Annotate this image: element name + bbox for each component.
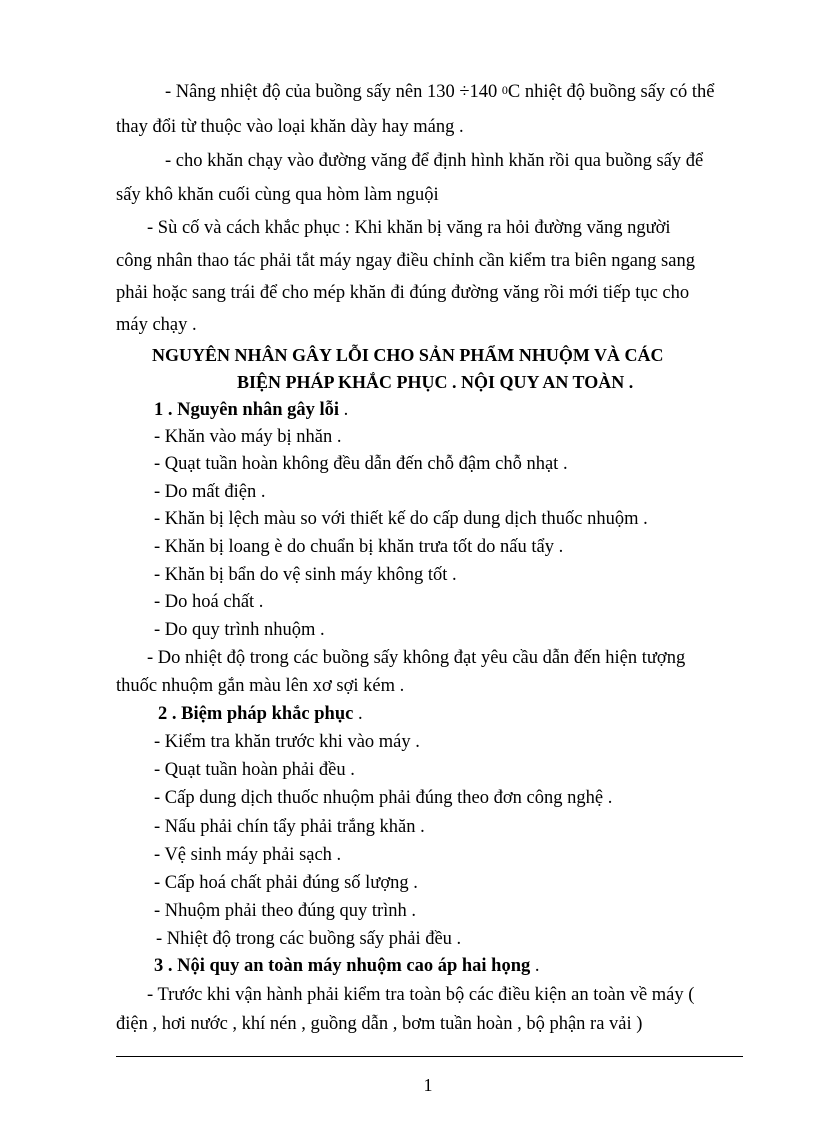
list-item: - Quạt tuần hoàn không đều dẫn đến chỗ đậm chỗ nhạt .: [154, 454, 568, 474]
paragraph-1-line-2: thay đổi từ thuộc vào loại khăn dày hay máng .: [116, 117, 464, 137]
section-2-title-text: 2 . Biệm pháp khắc phục: [158, 704, 354, 724]
list-item: - Kiểm tra khăn trước khi vào máy .: [154, 732, 420, 752]
section-1-title-end: .: [339, 400, 349, 420]
list-item: - Nhuộm phải theo đúng quy trình .: [154, 901, 417, 921]
paragraph-3-line-4: máy chạy .: [116, 315, 197, 335]
section-3-title: [154, 954, 540, 978]
footer-rule: [116, 1056, 743, 1057]
section-2-title-end: .: [353, 704, 363, 724]
superscript-degree: 0: [501, 83, 508, 97]
page-number: 1: [423, 1075, 433, 1095]
paragraph-3-line-1: - Sù cố và cách khắc phục : Khi khăn bị văng ra hỏi đường văng người: [147, 218, 671, 238]
list-item: - Khăn bị bẩn do vệ sinh máy không tốt .: [154, 565, 457, 585]
section-3-title-text: 3 . Nội quy an toàn máy nhuộm cao áp hai họng: [154, 956, 531, 976]
paragraph-2-line-2: sấy khô khăn cuối cùng qua hòm làm nguội: [116, 185, 439, 205]
list-item: - Khăn bị lệch màu so với thiết kế do cấp dung dịch thuốc nhuộm .: [154, 509, 648, 529]
list-item: - Cấp dung dịch thuốc nhuộm phải đúng theo đơn công nghệ .: [154, 788, 613, 808]
text-span: - Nâng nhiệt độ của buồng sấy nên 130 ÷140: [165, 82, 502, 102]
list-item: - Cấp hoá chất phải đúng số lượng .: [154, 873, 418, 893]
paragraph-1-line-1: [165, 80, 714, 104]
list-item: - Quạt tuần hoàn phải đều .: [154, 760, 355, 780]
list-item: - Vệ sinh máy phải sạch .: [154, 845, 342, 865]
text-span: C nhiệt độ buồng sấy có thể: [507, 82, 715, 102]
list-item: - Do hoá chất .: [154, 592, 264, 612]
section-heading-line-2: BIỆN PHÁP KHẮC PHỤC . NỘI QUY AN TOÀN .: [237, 372, 634, 392]
section-1-title: [154, 398, 348, 422]
list-item: - Nấu phải chín tẩy phải trắng khăn .: [154, 817, 425, 837]
paragraph-3-line-2: công nhân thao tác phải tắt máy ngay điều chỉnh cần kiểm tra biên ngang sang: [116, 251, 695, 271]
list-item: - Nhiệt độ trong các buồng sấy phải đều .: [156, 929, 462, 949]
section-3-line-1: - Trước khi vận hành phải kiểm tra toàn bộ các điều kiện an toàn về máy (: [147, 985, 695, 1005]
section-3-line-2: điện , hơi nước , khí nén , guồng dẫn , bơm tuần hoàn , bộ phận ra vải ): [116, 1014, 643, 1034]
paragraph-2-line-1: - cho khăn chạy vào đường văng để định hình khăn rồi qua buồng sấy để: [165, 151, 704, 171]
section-2-title: [158, 702, 363, 726]
section-heading-line-1: NGUYÊN NHÂN GÂY LỖI CHO SẢN PHẨM NHUỘM VÀ CÁC: [152, 345, 664, 365]
list-item: - Do quy trình nhuộm .: [154, 620, 325, 640]
section-1-title-text: 1 . Nguyên nhân gây lỗi: [154, 400, 340, 420]
list-item: - Khăn bị loang è do chuẩn bị khăn trưa tốt do nấu tẩy .: [154, 537, 564, 557]
section-3-title-end: .: [530, 956, 540, 976]
list-item: - Khăn vào máy bị nhăn .: [154, 427, 342, 447]
list-item: - Do nhiệt độ trong các buồng sấy không đạt yêu cầu dẫn đến hiện tượng: [147, 648, 686, 668]
list-item: - Do mất điện .: [154, 482, 266, 502]
list-item-continued: thuốc nhuộm gắn màu lên xơ sợi kém .: [116, 676, 405, 696]
paragraph-3-line-3: phải hoặc sang trái để cho mép khăn đi đúng đường văng rồi mới tiếp tục cho: [116, 283, 690, 303]
